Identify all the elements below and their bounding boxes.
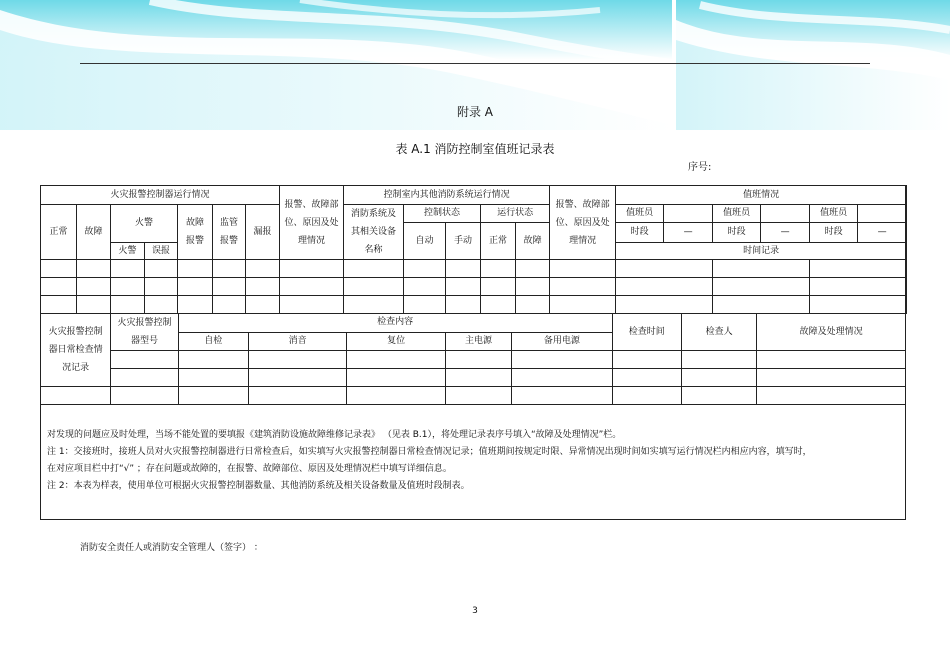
daily-check-header: 火灾报警控制器日常检查情况记录 [41,314,111,387]
fire-alarm-group-header: 火警 [111,205,178,243]
signature-line: 消防安全责任人或消防安全管理人（签字） ： [80,543,263,553]
shift-dash-3[interactable]: — [858,223,907,243]
cell[interactable] [445,351,511,369]
alarm-handling-header: 报警、故障部位、原因及处理情况 [280,186,344,260]
shift-label-3: 时段 [810,223,858,243]
cell[interactable] [178,369,248,387]
cell[interactable] [810,278,907,296]
cell[interactable] [347,387,445,405]
cell[interactable] [713,278,810,296]
cell[interactable] [178,387,248,405]
time-record-header: 时间记录 [616,243,907,260]
cell[interactable] [481,260,516,278]
cell[interactable] [445,387,511,405]
cell[interactable] [757,387,906,405]
cell[interactable] [612,351,681,369]
duty-officer-label-2: 值班员 [713,205,761,223]
check-content-header: 检查内容 [178,314,612,333]
cell[interactable] [246,296,280,314]
fault-alarm-header: 故障报警 [178,205,213,260]
run-fault-header: 故障 [516,223,550,260]
cell[interactable] [111,369,178,387]
false-alarm-header: 误报 [145,243,178,260]
cell[interactable] [512,387,613,405]
cell[interactable] [810,260,907,278]
panel-model-header: 火灾报警控制器型号 [111,314,178,351]
fire-alarm-header: 火警 [111,243,145,260]
other-systems-group-header: 控制室内其他消防系统运行情况 [344,186,550,205]
run-normal-header: 正常 [481,223,516,260]
cell[interactable] [280,278,344,296]
table-row [41,351,906,369]
alarm-handling-header-2: 报警、故障部位、原因及处理情况 [550,186,616,260]
check-time-header: 检查时间 [612,314,681,351]
cell[interactable] [344,260,404,278]
cell[interactable] [248,369,346,387]
fault-handling-header: 故障及处理情况 [757,314,906,351]
cell[interactable] [280,260,344,278]
cell[interactable] [550,296,616,314]
cell[interactable] [516,278,550,296]
table-row [41,296,907,314]
cell[interactable] [213,278,246,296]
cell[interactable] [111,351,178,369]
cell[interactable] [41,387,111,405]
silence-header: 消音 [248,332,346,351]
cell[interactable] [111,260,145,278]
self-test-header: 自检 [178,332,248,351]
manual-header: 手动 [446,223,481,260]
fault-header: 故障 [77,205,111,260]
duty-officer-field-2[interactable] [761,205,810,223]
cell[interactable] [681,369,756,387]
cell[interactable] [280,296,344,314]
cell[interactable] [41,296,77,314]
cell[interactable] [344,296,404,314]
cell[interactable] [810,296,907,314]
cell[interactable] [213,260,246,278]
cell[interactable] [77,296,111,314]
duty-record-table [40,185,907,314]
system-name-header: 消防系统及其相关设备名称 [344,205,404,260]
main-power-header: 主电源 [445,332,511,351]
cell[interactable] [248,387,346,405]
cell[interactable] [111,296,145,314]
cell[interactable] [347,351,445,369]
duty-officer-label-1: 值班员 [616,205,664,223]
appendix-heading: 附录 A [456,105,494,119]
missed-alarm-header: 漏报 [246,205,280,260]
cell[interactable] [145,278,178,296]
cell[interactable] [111,278,145,296]
cell[interactable] [616,296,713,314]
cell[interactable] [616,260,713,278]
cell[interactable] [445,369,511,387]
table-row [41,260,907,278]
cell[interactable] [178,278,213,296]
table-row [41,278,907,296]
cell[interactable] [757,369,906,387]
note-line-4: 注 2：本表为样表，使用单位可根据火灾报警控制器数量、其他消防系统及相关设备数量及值班时段制表。 [47,481,470,491]
duty-officer-field-3[interactable] [858,205,907,223]
page-number: 3 [472,606,478,616]
cell[interactable] [404,296,446,314]
notes-section [47,427,897,495]
shift-dash-2[interactable]: — [761,223,810,243]
duty-group-header: 值班情况 [616,186,907,205]
normal-header: 正常 [41,205,77,260]
cell[interactable] [550,260,616,278]
table-row [41,387,906,405]
cell[interactable] [178,351,248,369]
cell[interactable] [246,278,280,296]
backup-power-header: 备用电源 [512,332,613,351]
cell[interactable] [404,278,446,296]
cell[interactable] [77,260,111,278]
cell[interactable] [681,351,756,369]
note-line-3: 在对应项目栏中打“√” ；存在问题或故障的，在报警、故障部位、原因及处理情况栏中填写详细信息。 [47,464,452,474]
shift-label-1: 时段 [616,223,664,243]
cell[interactable] [512,351,613,369]
cell[interactable] [145,260,178,278]
cell[interactable] [512,369,613,387]
cell[interactable] [516,260,550,278]
run-state-header: 运行状态 [481,205,550,223]
cell[interactable] [344,278,404,296]
cell[interactable] [681,387,756,405]
cell[interactable] [178,260,213,278]
cell[interactable] [41,260,77,278]
cell[interactable] [446,278,481,296]
cell[interactable] [248,351,346,369]
shift-dash-1[interactable]: — [664,223,713,243]
daily-check-table [40,313,906,405]
table-row [41,369,906,387]
cell[interactable] [213,296,246,314]
cell[interactable] [178,296,213,314]
duty-officer-label-3: 值班员 [810,205,858,223]
cell[interactable] [446,260,481,278]
cell[interactable] [404,260,446,278]
duty-officer-field-1[interactable] [664,205,713,223]
auto-header: 自动 [404,223,446,260]
cell[interactable] [347,369,445,387]
inspector-header: 检查人 [681,314,756,351]
table-title: 表 A.1 消防控制室值班记录表 [395,142,555,156]
fire-panel-group-header: 火灾报警控制器运行情况 [41,186,280,205]
cell[interactable] [616,278,713,296]
supervisory-alarm-header: 监管报警 [213,205,246,260]
header-rule [80,63,870,64]
cell[interactable] [612,369,681,387]
note-line-2: 注 1：交接班时，接班人员对火灾报警控制器进行日常检查后，如实填写火灾报警控制器日常检查情况记录；值班期间按规定时限、异常情况出现时间如实填写运行情况栏内相应内容，填写时， [47,447,812,457]
cell[interactable] [41,278,77,296]
cell[interactable] [550,278,616,296]
cell[interactable] [111,387,178,405]
cell[interactable] [246,260,280,278]
cell[interactable] [516,296,550,314]
note-line-1: 对发现的问题应及时处理，当场不能处置的要填报《建筑消防设施故障维修记录表》 （见表 B.1），将处理记录表序号填入“故障及处理情况”栏。 [47,430,622,440]
control-state-header: 控制状态 [404,205,481,223]
cell[interactable] [713,260,810,278]
cell[interactable] [757,351,906,369]
reset-header: 复位 [347,332,445,351]
cell[interactable] [145,296,178,314]
cell[interactable] [612,387,681,405]
serial-number-label: 序号: [688,162,712,173]
cell[interactable] [77,278,111,296]
cell[interactable] [713,296,810,314]
cell[interactable] [446,296,481,314]
cell[interactable] [481,296,516,314]
cell[interactable] [481,278,516,296]
shift-label-2: 时段 [713,223,761,243]
